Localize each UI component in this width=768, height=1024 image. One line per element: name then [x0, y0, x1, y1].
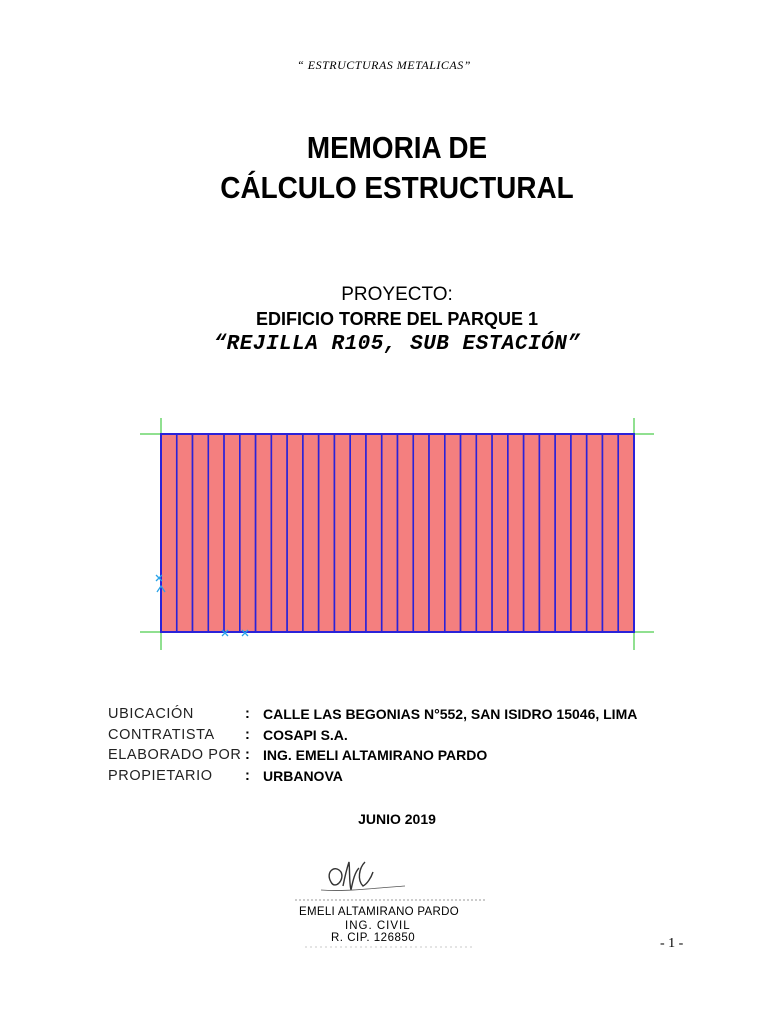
info-value: ING. EMELI ALTAMIRANO PARDO — [263, 747, 488, 763]
info-label: UBICACIÓN — [108, 706, 194, 722]
document-title — [40, 128, 755, 208]
grating-panel — [193, 434, 209, 632]
info-label: ELABORADO POR — [108, 747, 242, 763]
grating-panel — [287, 434, 303, 632]
grating-panel — [350, 434, 366, 632]
grating-panel — [366, 434, 382, 632]
grating-panel — [319, 434, 335, 632]
grating-panel — [271, 434, 287, 632]
project-name: EDIFICIO TORRE DEL PARQUE 1 — [255, 309, 539, 329]
document-date: JUNIO 2019 — [358, 811, 436, 827]
info-colon: : — [245, 706, 250, 722]
grating-panel — [413, 434, 429, 632]
grating-panels — [161, 434, 634, 632]
info-colon: : — [245, 767, 250, 784]
project-label: PROYECTO: — [341, 284, 453, 305]
grating-panel — [539, 434, 555, 632]
stamp-registration: R. CIP. 126850 — [331, 932, 416, 944]
grating-panel — [571, 434, 587, 632]
info-colon: : — [245, 726, 250, 743]
grating-panel — [524, 434, 540, 632]
document-title-line-2: CÁLCULO ESTRUCTURAL — [220, 170, 574, 205]
grating-panel — [256, 434, 272, 632]
grating-panel — [492, 434, 508, 632]
grating-panel — [398, 434, 414, 632]
grating-panel — [161, 434, 177, 632]
grating-panel — [618, 434, 634, 632]
header-note: “ ESTRUCTURAS METALICAS” — [297, 58, 471, 72]
grating-panel — [382, 434, 398, 632]
grating-panel — [240, 434, 256, 632]
grating-panel — [445, 434, 461, 632]
grating-panel — [429, 434, 445, 632]
grating-panel — [602, 434, 618, 632]
info-value: CALLE LAS BEGONIAS N°552, SAN ISIDRO 15046, LIMA — [263, 706, 638, 722]
grating-panel — [555, 434, 571, 632]
grating-drawing — [140, 418, 654, 654]
grating-panel — [224, 434, 240, 632]
engineer-stamp — [285, 850, 495, 960]
stamp-title: ING. CIVIL — [345, 920, 411, 932]
grating-panel — [177, 434, 193, 632]
info-value: COSAPI S.A. — [263, 726, 348, 743]
document-title-line-1: MEMORIA DE — [306, 130, 488, 165]
grating-panel — [587, 434, 603, 632]
grating-panel — [208, 434, 224, 632]
grating-panel — [508, 434, 524, 632]
info-label: CONTRATISTA — [108, 726, 215, 743]
info-label: PROPIETARIO — [108, 767, 213, 784]
project-subtitle: “REJILLA R105, SUB ESTACIÓN” — [213, 333, 581, 356]
grating-panel — [334, 434, 350, 632]
grating-panel — [476, 434, 492, 632]
info-colon: : — [245, 747, 250, 763]
page-number: - 1 - — [660, 936, 684, 951]
grating-panel — [303, 434, 319, 632]
info-value: URBANOVA — [263, 767, 343, 784]
grating-panel — [461, 434, 477, 632]
stamp-name: EMELI ALTAMIRANO PARDO — [299, 906, 459, 918]
